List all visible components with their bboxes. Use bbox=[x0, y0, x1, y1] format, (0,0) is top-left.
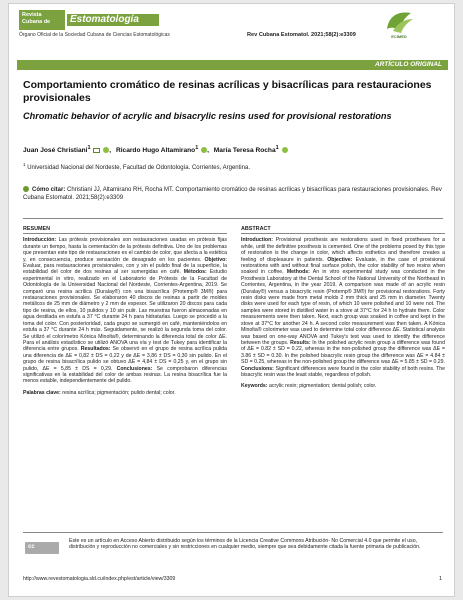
label-objective: Objective: bbox=[327, 256, 353, 263]
label-keywords: Keywords: bbox=[241, 383, 268, 390]
footer-rule bbox=[23, 532, 443, 533]
text-keywords: acrylic resin; pigmentation; dental polish; color. bbox=[268, 383, 377, 390]
column-rule bbox=[241, 233, 445, 234]
org-line: Órgano Oficial de la Sociedad Cubana de Ciencias Estomatológicas bbox=[19, 32, 170, 38]
label-objective: Objetivo: bbox=[204, 256, 227, 263]
author-sup: 1 bbox=[195, 145, 199, 151]
cite-icon bbox=[23, 186, 29, 192]
label-conclusions: Conclusions: bbox=[241, 365, 274, 372]
abstract-keywords bbox=[241, 383, 445, 389]
cite-text: Christiani JJ, Altamirano RH, Rocha MT. Comportamiento cromático de resinas acrílicas y bisacrílicas para restauraciones provisionales. Rev Cubana Estomatol. 2021;58(2):e3309 bbox=[23, 187, 442, 201]
text-intro: Provisional prosthesis are restorations used in fixed prostheses for a while, until the definitive prosthesis is cemented. One of the problems posed by this type of restoration is the change in color, which affects esthetics and therefore creates a feeling of displeasure in patients. bbox=[241, 237, 445, 263]
title-english: Chromatic behavior of acrylic and bisacrylic resins used for provisional restorations bbox=[23, 111, 392, 121]
orcid-icon[interactable] bbox=[201, 147, 207, 153]
text-keywords: resina acrílica; pigmentación; pulido dental; color. bbox=[62, 389, 176, 396]
text-conclusions: Se comprobaron diferencias significativas en la estabilidad del color de ambas resinas. La resina bisacrílica fue la menos estable, independientemente del pulido. bbox=[23, 365, 228, 385]
text-results: Se observó en el grupo de resina acrílica pulida una diferencia de ΔE = 0,82 ± DS = 0,22 y de ΔE = 3,86 ± DS = 0,30 sin pulido. En el grupo de resina bisacrílica pulido se obtuvo ΔE = 4,84 ± DS = 0,25 y, en el grupo sin pulido, ΔE = 5,85 ± DS = 0,29. bbox=[23, 346, 227, 372]
section-label: ARTÍCULO ORIGINAL bbox=[374, 61, 442, 68]
cc-license-icon[interactable] bbox=[25, 542, 59, 554]
label-results: Results: bbox=[290, 339, 311, 346]
resumen-column bbox=[23, 226, 227, 396]
column-rule bbox=[23, 233, 227, 234]
affiliation-text: Universidad Nacional del Nordeste, Facultad de Odontología. Corrientes, Argentina. bbox=[27, 165, 250, 171]
brand-name: Estomatología bbox=[67, 14, 159, 26]
article-url-link[interactable]: http://www.revestomatologia.sld.cu/index.php/est/article/view/3309 bbox=[23, 576, 176, 582]
author-1[interactable]: Juan José Christiani$^1$ , bbox=[23, 145, 112, 155]
author-2[interactable]: Ricardo Hugo Altamirano$^1$ , bbox=[115, 145, 209, 155]
label-intro: Introducción: bbox=[23, 237, 57, 244]
author-sup: 1 bbox=[275, 145, 279, 151]
text-methods: Estudio experimental in vitro, realizado en el Laboratorio de Prótesis de la Facultad de Odontología de la Universidad Nacional del Nordeste, Corrientes-Argentina, 2019. Se comparó una resina acrílica (Duralay®) con una bisacrílica (Protemp® 3M®) para restauraciones provisionales. Se elaboraron 40 discos de resinas a partir de moldes metálicos de 25 mm de diámetro y 2 mm de espesor. Se utilizaron 20 discos para cada tipo de resina, de ellos, 10 pulidos y 10 sin pulir. Las muestras fueron almacenadas en agua destilada en estufa a 37 °C durante 24 h para hidratarlas. Luego se procedió a la toma del color. Con posterioridad, cada grupo se sumergió en café, manteniéndolos en estufa a 37 °C durante 24 h más. Seguidamente, se realizó la segunda toma del color. Se utilizó el colorímetro Kónica Minolta®, determinando la diferencia total de color ΔE. Para el análisis estadístico se utilizó ANOVA una vía y test de Tukey para identificar la diferencia entre grupos. bbox=[23, 269, 228, 353]
label-results: Resultados: bbox=[80, 346, 111, 353]
license-text: Este es un artículo en Acceso Abierto distribuido según los términos de la Licencia Creative Commons Atribución- No Comercial 4.0 que permite el uso, distribución y reproducción no comerciales y sin restricciones en cualquier medio, siempre que sea debidamente citada la fuente primaria de publicación. bbox=[69, 538, 421, 551]
affiliation-sup: 1 bbox=[23, 162, 26, 167]
author-name: María Teresa Rocha bbox=[213, 147, 276, 155]
resumen-heading: RESUMEN bbox=[23, 226, 50, 232]
title-spanish: Comportamiento cromático de resinas acrílicas y bisacrílicas para restauraciones provisionales bbox=[23, 79, 432, 104]
label-conclusions: Conclusiones: bbox=[116, 365, 153, 372]
text-results: In the polished acrylic resin group a difference was found of ΔE = 0.82 ± SD = 0.22, whereas in the non-polished group the difference was ΔE = 3.86 ± SD = 0.30. In the polished bisacrylic resin group the difference was ΔE = 4.84 ± SD = 0.25, whereas in the non-polished group the difference was ΔE = 5.85 ± SD = 0.29. bbox=[241, 339, 445, 366]
journal-header bbox=[9, 4, 455, 40]
orcid-icon[interactable] bbox=[282, 147, 288, 153]
resumen-keywords bbox=[23, 390, 227, 396]
abstract-column bbox=[241, 226, 445, 390]
ecimed-logo-icon bbox=[379, 7, 419, 37]
label-keywords: Palabras clave: bbox=[23, 389, 61, 396]
author-sup: 1 bbox=[87, 145, 91, 151]
page-number: 1 bbox=[438, 576, 442, 582]
author-name: Ricardo Hugo Altamirano bbox=[115, 147, 196, 155]
section-bar bbox=[17, 60, 448, 70]
abstract-body bbox=[241, 237, 445, 378]
text-methods: An in vitro experimental study was conducted in the Prosthesis Laboratory at the Dental School of the National University of the Northeast in Corrientes, Argentina, in the year 2019. A comparison was made of an acrylic resin (Duralay®) versus a bisacrylic resin (Protemp® 3M®) for provisional restorations. Forty resin disks were made from metal molds 2 mm thick and 25 mm in diameter. Twenty disks were used for each type of resin, of which 10 were polished and 10 were not. The samples were stored in distilled water in a stove at 37°C for 24 h to hydrate them. Color measurements were then taken. Next, each group was soaked in coffee and kept in the stove at 37°C for another 24 h. A second color measurement was then taken. A Kónica Minolta® colorimeter was used to determine total color difference ΔE. Statistical analysis was based on one-way ANOVA and Tukey's test was used to identify the difference between the groups. bbox=[241, 269, 445, 346]
how-to-cite bbox=[23, 186, 443, 202]
text-conclusions: Significant differences were found in the color stability of both resins. The bisacrylic resin was the least stable, regardless of polish. bbox=[241, 365, 445, 378]
cc-label: cc bbox=[28, 544, 35, 550]
label-methods: Methods: bbox=[286, 269, 310, 276]
resumen-body bbox=[23, 237, 227, 384]
text-intro: Las prótesis provisionales son restauraciones usadas en prótesis fijas durante un tiempo, hasta la cementación de la prótesis definitiva. Uno de los problemas que presentan este tipo de restauraciones es el cambio de color, que afecta a la estética y, en consecuencia, produce sensación de desagrado en los pacientes. bbox=[23, 237, 227, 263]
abstract-heading: ABSTRACT bbox=[241, 226, 271, 232]
text-objective: Evaluate, in the case of provisional restorations with and without final surface polish, the color stability of two resins when soaked in coffee. bbox=[241, 256, 446, 276]
label-methods: Métodos: bbox=[183, 269, 207, 276]
header-citation: Rev Cubana Estomatol. 2021;58(2):e3309 bbox=[247, 32, 356, 38]
brand-small-box: Revista Cubana de bbox=[19, 10, 65, 30]
author-name: Juan José Christiani bbox=[23, 147, 88, 155]
article-page bbox=[8, 3, 455, 597]
authors-line bbox=[23, 145, 443, 154]
cite-label: Cómo citar: bbox=[32, 187, 66, 193]
text-objective: Evaluar, para restauraciones provisionales, con y sin el pulido final de la superficie, la estabilidad del color de dos resinas al ser sumergidas en café. bbox=[23, 263, 227, 276]
author-3[interactable] bbox=[214, 145, 288, 154]
orcid-icon[interactable] bbox=[103, 147, 109, 153]
logo-text: ECIMED bbox=[391, 34, 407, 39]
affiliation bbox=[23, 162, 443, 171]
label-intro: Introduction: bbox=[241, 237, 273, 244]
mail-icon[interactable] bbox=[93, 148, 100, 153]
divider bbox=[23, 218, 443, 219]
